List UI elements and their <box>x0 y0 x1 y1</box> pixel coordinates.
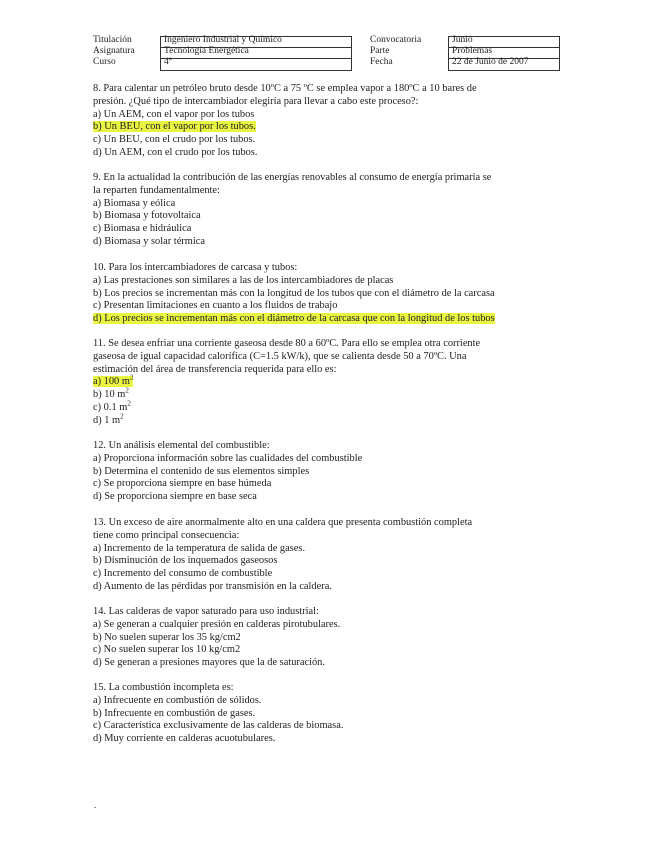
option-a: a) Biomasa y eólica <box>93 197 176 209</box>
option-b: b) Los precios se incrementan más con la longitud de los tubos que con el diámetro de la carcasa <box>93 287 495 299</box>
option-a: a) Las prestaciones son similares a las de los intercambiadores de placas <box>93 274 394 286</box>
option-b: b) Infrecuente en combustión de gases. <box>93 707 256 719</box>
question-12 <box>93 440 568 504</box>
option-a: a) Infrecuente en combustión de sólidos. <box>93 694 262 706</box>
option-d: d) Se proporciona siempre en base seca <box>93 491 257 503</box>
convocatoria-value: Junio <box>452 35 473 45</box>
option-c: c) Característica exclusivamente de las calderas de biomasa. <box>93 720 344 732</box>
option-d-highlighted <box>93 313 568 326</box>
question-13 <box>93 517 568 594</box>
convocatoria-label: Convocatoria <box>370 35 422 45</box>
highlight-mark: a) 100 m <box>93 376 130 388</box>
asignatura-label: Asignatura <box>93 46 135 56</box>
option-b: b) Determina el contenido de sus elementos simples <box>93 465 310 477</box>
option-d: d) Un AEM, con el crudo por los tubos. <box>93 146 258 158</box>
question-15 <box>93 682 568 746</box>
titulacion-label: Titulación <box>93 35 132 45</box>
option-b: b) No suelen superar los 35 kg/cm2 <box>93 631 241 643</box>
question-11 <box>93 338 568 428</box>
fecha-label: Fecha <box>370 57 393 67</box>
option-a: a) Un AEM, con el vapor por los tubos <box>93 108 255 120</box>
superscript: 2 <box>129 373 134 382</box>
option-c: c) No suelen superar los 10 kg/cm2 <box>93 644 241 656</box>
titulacion-value: Ingeniero Industrial y Químico <box>164 35 282 45</box>
question-8 <box>93 83 568 160</box>
asignatura-value: Tecnología Energética <box>164 46 249 56</box>
option-c: c) Un BEU, con el crudo por los tubos. <box>93 134 256 146</box>
question-stem-line: 10. Para los intercambiadores de carcasa y tubos: <box>93 262 298 273</box>
option-a: a) Se generan a cualquier presión en calderas pirotubulares. <box>93 618 341 630</box>
fecha-value: 22 de Junio de 2007 <box>452 57 529 67</box>
option-c: c) Incremento del consumo de combustible <box>93 568 273 580</box>
question-stem-line: 15. La combustión incompleta es: <box>93 682 234 693</box>
question-stem-line: tiene como principal consecuencia: <box>93 529 240 541</box>
question-stem-line: la reparten fundamentalmente: <box>93 184 220 196</box>
option-c: c) 0.1 $m^2$ <box>93 399 131 413</box>
question-stem-line: gaseosa de igual capacidad calorífica (C=1.5 kW/k), que se calienta desde 50 a 70ºC. Una <box>93 350 467 362</box>
question-stem-line: 12. Un análisis elemental del combustible: <box>93 440 270 451</box>
question-stem-line: presión. ¿Qué tipo de intercambiador elegiría para llevar a cabo este proceso?: <box>93 95 419 107</box>
option-d: d) Aumento de las pérdidas por transmisión en la caldera. <box>93 580 332 592</box>
highlight-mark: b) Un BEU, con el vapor por los tubos. <box>93 121 256 133</box>
footer-mark: . <box>94 800 97 810</box>
option-d: d) Se generan a presiones mayores que la de saturación. <box>93 657 325 669</box>
option-a-highlighted <box>93 373 568 389</box>
highlight-mark: d) Los precios se incrementan más con el diámetro de la carcasa que con la longitud de los tubos <box>93 313 495 325</box>
question-stem-line: estimación del área de transferencia requerida para ello es: <box>93 363 337 375</box>
question-10 <box>93 262 568 326</box>
option-b: b) Disminución de los inquemados gaseosos <box>93 555 278 567</box>
question-stem-line: 13. Un exceso de aire anormalmente alto en una caldera que presenta combustión completa <box>93 517 473 528</box>
parte-value: Problemas <box>452 46 493 56</box>
question-stem-line: 11. Se desea enfriar una corriente gaseosa desde 80 a 60ºC. Para ello se emplea otra corriente <box>93 338 481 349</box>
option-d: d) 1 $m^2$ <box>93 412 124 426</box>
option-a: a) Proporciona información sobre las cualidades del combustible <box>93 452 363 464</box>
option-a: a) Incremento de la temperatura de salida de gases. <box>93 542 306 554</box>
option-c: c) Biomasa e hidráulica <box>93 223 192 235</box>
curso-label: Curso <box>93 57 116 67</box>
option-c: c) Se proporciona siempre en base húmeda <box>93 478 272 490</box>
question-14 <box>93 606 568 670</box>
parte-label: Parte <box>370 46 390 56</box>
curso-value: 4º <box>164 57 172 67</box>
question-9 <box>93 172 568 249</box>
option-b: b) Biomasa y fotovoltaica <box>93 210 201 222</box>
option-d: d) Muy corriente en calderas acuotubulares. <box>93 733 276 745</box>
option-b: b) 10 $m^2$ <box>93 386 129 401</box>
option-d: d) Biomasa y solar térmica <box>93 235 205 247</box>
option-b-highlighted <box>93 121 568 134</box>
question-stem-line: 8. Para calentar un petróleo bruto desde 10ºC a 75 ºC se emplea vapor a 180ºC a 10 bares de <box>93 83 477 94</box>
question-stem-line: 14. Las calderas de vapor saturado para uso industrial: <box>93 606 319 617</box>
question-stem-line: 9. En la actualidad la contribución de las energías renovables al consumo de energía primaria se <box>93 172 492 183</box>
option-c: c) Presentan limitaciones en cuanto a los fluidos de trabajo <box>93 300 338 312</box>
